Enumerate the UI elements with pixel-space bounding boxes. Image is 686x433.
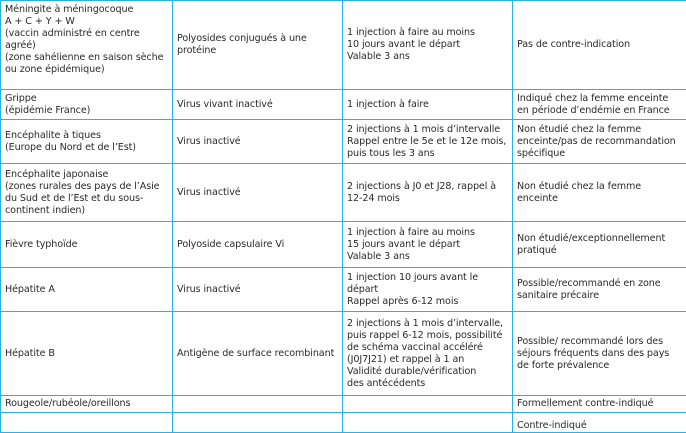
cell-text-line: (Europe du Nord et de l’Est) (5, 142, 168, 154)
vaccine-type-cell (173, 222, 343, 268)
cell-text-line: enceinte/pas de recommandation (517, 136, 682, 148)
vaccine-type-cell (173, 164, 343, 222)
cell-text-line: Possible/ recommandé lors des (517, 336, 682, 348)
schedule-cell (343, 312, 513, 396)
cell-text-line: 12-24 mois (347, 193, 508, 205)
cell-text-line: Contre-indiqué (517, 420, 682, 432)
cell-text-line: départ (347, 284, 508, 296)
cell-text-line: Indiqué chez la femme enceinte (517, 93, 682, 105)
cell-text-line: 10 jours avant le départ (347, 39, 508, 51)
schedule-cell (343, 1, 513, 90)
cell-text-line: (zones rurales des pays de l’Asie (5, 181, 168, 193)
disease-cell (1, 312, 173, 396)
cell-text-line: 2 injections à 1 mois d’intervalle, (347, 318, 508, 330)
cell-text-line: Virus inactivé (177, 136, 338, 148)
cell-text-line: Non étudié/exceptionnellement (517, 233, 682, 245)
cell-text-line: Virus inactivé (177, 187, 338, 199)
cell-text-line: 1 injection 10 jours avant le (347, 272, 508, 284)
cell-text-line: Validité durable/vérification (347, 366, 508, 378)
cell-text-line: Méningite à méningocoque (5, 4, 168, 16)
cell-text-line: puis tous les 3 ans (347, 148, 508, 160)
cell-text-line: pratiqué (517, 245, 682, 257)
disease-cell (1, 90, 173, 120)
disease-cell (1, 120, 173, 164)
cell-text-line: ou zone épidémique) (5, 64, 168, 76)
disease-cell (1, 222, 173, 268)
cell-text-line: de forte prévalence (517, 360, 682, 372)
cell-text-line: enceinte (517, 193, 682, 205)
pregnancy-cell (513, 312, 686, 396)
vaccine-type-cell (173, 396, 343, 413)
cell-text-line: Encéphalite à tiques (5, 130, 168, 142)
cell-text-line: Possible/recommandé en zone (517, 278, 682, 290)
cell-text-line: 2 injections à 1 mois d’intervalle (347, 124, 508, 136)
cell-text-line: Rappel après 6-12 mois (347, 296, 508, 308)
vaccine-type-cell (173, 312, 343, 396)
cell-text-line: Grippe (5, 93, 168, 105)
vaccine-type-cell (173, 1, 343, 90)
disease-cell (1, 164, 173, 222)
table-row (1, 396, 686, 413)
vaccine-type-cell (173, 90, 343, 120)
cell-text-line: 1 injection à faire au moins (347, 227, 508, 239)
disease-cell (1, 396, 173, 413)
pregnancy-cell (513, 120, 686, 164)
schedule-cell (343, 396, 513, 413)
cell-text-line: A + C + Y + W (5, 16, 168, 28)
cell-text-line: Non étudié chez la femme (517, 124, 682, 136)
cell-text-line: Polyoside capsulaire Vi (177, 239, 338, 251)
cell-text-line: 1 injection à faire (347, 99, 508, 111)
vaccine-table-body (1, 1, 686, 433)
cell-text-line: spécifique (517, 148, 682, 160)
cell-text-line: sanitaire précaire (517, 290, 682, 302)
table-row (1, 222, 686, 268)
table-row (1, 90, 686, 120)
cell-text-line: Valable 3 ans (347, 51, 508, 63)
table-row (1, 268, 686, 312)
pregnancy-cell (513, 1, 686, 90)
table-row (1, 120, 686, 164)
cell-text-line: des antécédents (347, 378, 508, 390)
cell-text-line: Virus inactivé (177, 284, 338, 296)
schedule-cell (343, 268, 513, 312)
cell-text-line: Non étudié chez la femme (517, 181, 682, 193)
table-row (1, 1, 686, 90)
pregnancy-cell (513, 268, 686, 312)
cell-text-line: Hépatite B (5, 348, 168, 360)
cell-text-line: Rougeole/rubéole/oreillons (5, 398, 168, 410)
cell-text-line: en période d’endémie en France (517, 105, 682, 117)
cell-text-line: (vaccin administré en centre (5, 28, 168, 40)
vaccine-type-cell (173, 268, 343, 312)
pregnancy-cell (513, 396, 686, 413)
cell-text-line: (épidémie France) (5, 105, 168, 117)
cell-text-line: (zone sahélienne en saison sèche (5, 52, 168, 64)
schedule-cell (343, 90, 513, 120)
cell-text-line: continent indien) (5, 205, 168, 217)
disease-cell (1, 1, 173, 90)
cell-text-line: Polyosides conjugués à une (177, 33, 338, 45)
cell-text-line: séjours fréquents dans des pays (517, 348, 682, 360)
cell-text-line: de schéma vaccinal accéléré (347, 342, 508, 354)
cell-text-line: Encéphalite japonaise (5, 169, 168, 181)
table-row (1, 312, 686, 396)
cell-text-line: Rappel entre le 5e et le 12e mois, (347, 136, 508, 148)
cell-text-line: Antigène de surface recombinant (177, 348, 338, 360)
pregnancy-cell (513, 164, 686, 222)
schedule-cell (343, 120, 513, 164)
cell-text-line: 15 jours avant le départ (347, 239, 508, 251)
pregnancy-cell (513, 222, 686, 268)
cell-text-line: 1 injection à faire au moins (347, 27, 508, 39)
cell-text-line: du Sud et de l’Est et du sous- (5, 193, 168, 205)
cell-text-line: protéine (177, 45, 338, 57)
cell-text-line: (J0J7J21) et rappel à 1 an (347, 354, 508, 366)
cell-text-line: Valable 3 ans (347, 251, 508, 263)
pregnancy-cell (513, 90, 686, 120)
cell-text-line: puis rappel 6-12 mois, possibilité (347, 330, 508, 342)
cell-text-line: Pas de contre-indication (517, 39, 682, 51)
cell-text-line: Virus vivant inactivé (177, 99, 338, 111)
cell-text-line: agréé) (5, 40, 168, 52)
cell-text-line: 2 injections à J0 et J28, rappel à (347, 181, 508, 193)
schedule-cell (343, 222, 513, 268)
cell-text-line: Hépatite A (5, 284, 168, 296)
cell-text-line: Formellement contre-indiqué (517, 398, 682, 410)
vaccine-type-cell (173, 120, 343, 164)
table-row (1, 164, 686, 222)
disease-cell (1, 268, 173, 312)
cell-text-line: Fièvre typhoïde (5, 239, 168, 251)
schedule-cell (343, 164, 513, 222)
